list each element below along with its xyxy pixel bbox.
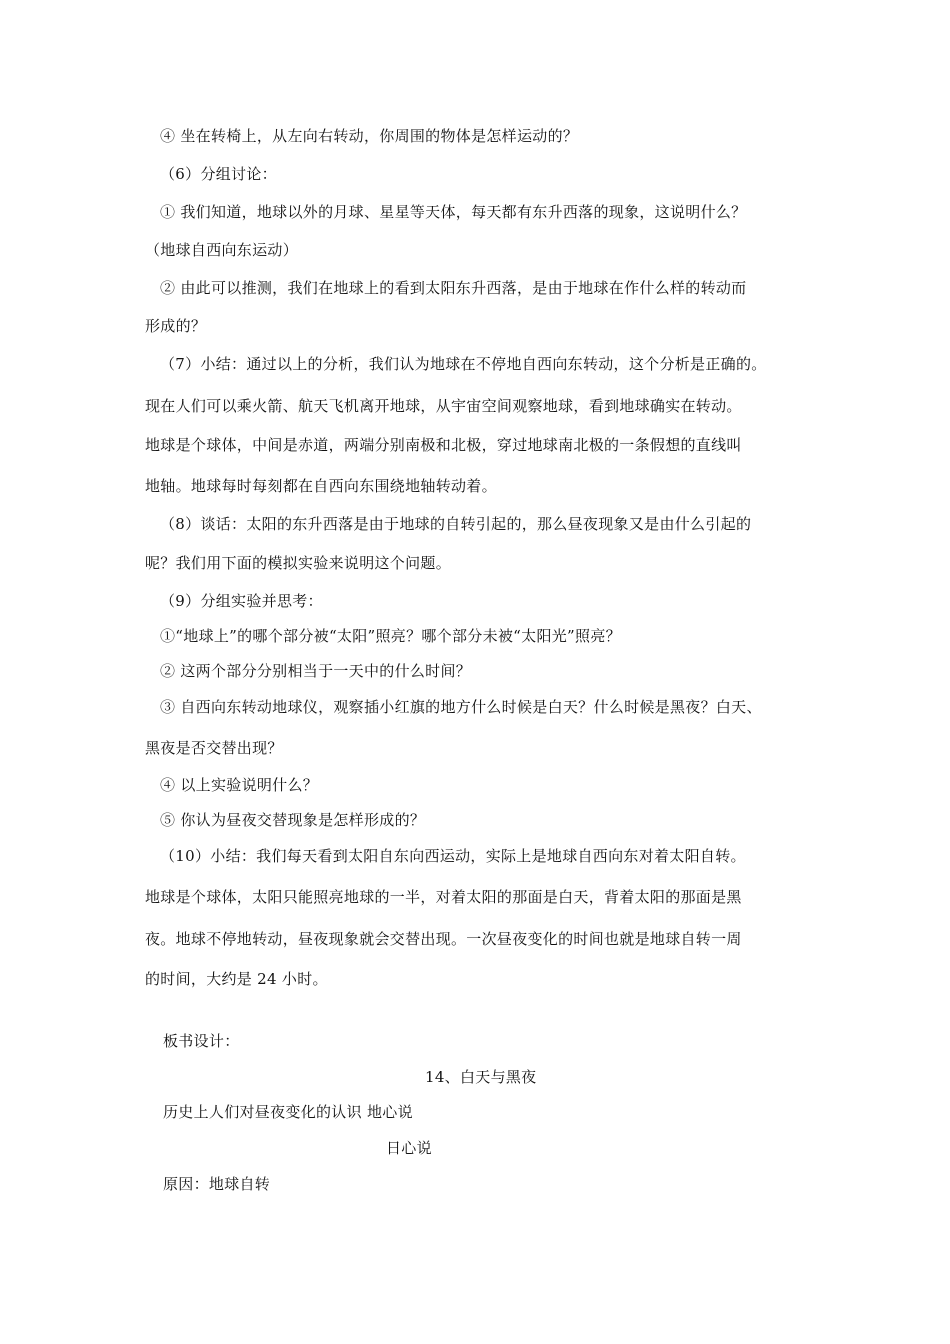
board-row: 历史上人们对昼夜变化的认识 地心说 bbox=[163, 1103, 413, 1121]
text-line: 夜。地球不停地转动，昼夜现象就会交替出现。一次昼夜变化的时间也就是地球自转一周 bbox=[145, 930, 742, 948]
text-line: ④ 以上实验说明什么？ bbox=[160, 776, 319, 794]
board-row: 原因：地球自转 bbox=[163, 1175, 271, 1193]
text-line: 地球是个球体，中间是赤道，两端分别南极和北极，穿过地球南北极的一条假想的直线叫 bbox=[145, 436, 742, 454]
text-line: 地球是个球体，太阳只能照亮地球的一半，对着太阳的那面是白天，背着太阳的那面是黑 bbox=[145, 888, 742, 906]
section-heading: （6）分组讨论： bbox=[160, 165, 277, 183]
text-line: 现在人们可以乘火箭、航天飞机离开地球，从宇宙空间观察地球，看到地球确实在转动。 bbox=[145, 397, 742, 415]
text-line: ①“地球上”的哪个部分被“太阳”照亮？哪个部分未被“太阳光”照亮？ bbox=[160, 627, 621, 645]
text-line: ④ 坐在转椅上，从左向右转动，你周围的物体是怎样运动的？ bbox=[160, 127, 579, 145]
text-line: （8）谈话：太阳的东升西落是由于地球的自转引起的，那么昼夜现象又是由什么引起的 bbox=[160, 515, 752, 533]
text-line: ② 由此可以推测，我们在地球上的看到太阳东升西落，是由于地球在作什么样的转动而 bbox=[160, 279, 747, 297]
section-heading: （9）分组实验并思考： bbox=[160, 592, 323, 610]
text-line: （10）小结：我们每天看到太阳自东向西运动，实际上是地球自西向东对着太阳自转。 bbox=[160, 847, 746, 865]
text-line: ① 我们知道，地球以外的月球、星星等天体，每天都有东升西落的现象，这说明什么？ bbox=[160, 203, 747, 221]
text-line: ② 这两个部分分别相当于一天中的什么时间？ bbox=[160, 662, 472, 680]
text-line: 黑夜是否交替出现？ bbox=[145, 739, 283, 757]
board-heading: 板书设计： bbox=[163, 1032, 240, 1050]
text-line: （7）小结：通过以上的分析，我们认为地球在不停地自西向东转动，这个分析是正确的。 bbox=[160, 355, 767, 373]
board-row: 日心说 bbox=[386, 1139, 432, 1157]
text-line: ⑤ 你认为昼夜交替现象是怎样形成的？ bbox=[160, 811, 426, 829]
board-title: 14、白天与黑夜 bbox=[425, 1068, 537, 1086]
text-line: 的时间，大约是 24 小时。 bbox=[145, 970, 328, 988]
text-line: 呢？我们用下面的模拟实验来说明这个问题。 bbox=[145, 554, 452, 572]
text-line: （地球自西向东运动） bbox=[145, 241, 299, 259]
text-line: 地轴。地球每时每刻都在自西向东围绕地轴转动着。 bbox=[145, 477, 497, 495]
text-line: 形成的？ bbox=[145, 317, 207, 335]
text-line: ③ 自西向东转动地球仪，观察插小红旗的地方什么时候是白天？什么时候是黑夜？白天、 bbox=[160, 698, 762, 716]
